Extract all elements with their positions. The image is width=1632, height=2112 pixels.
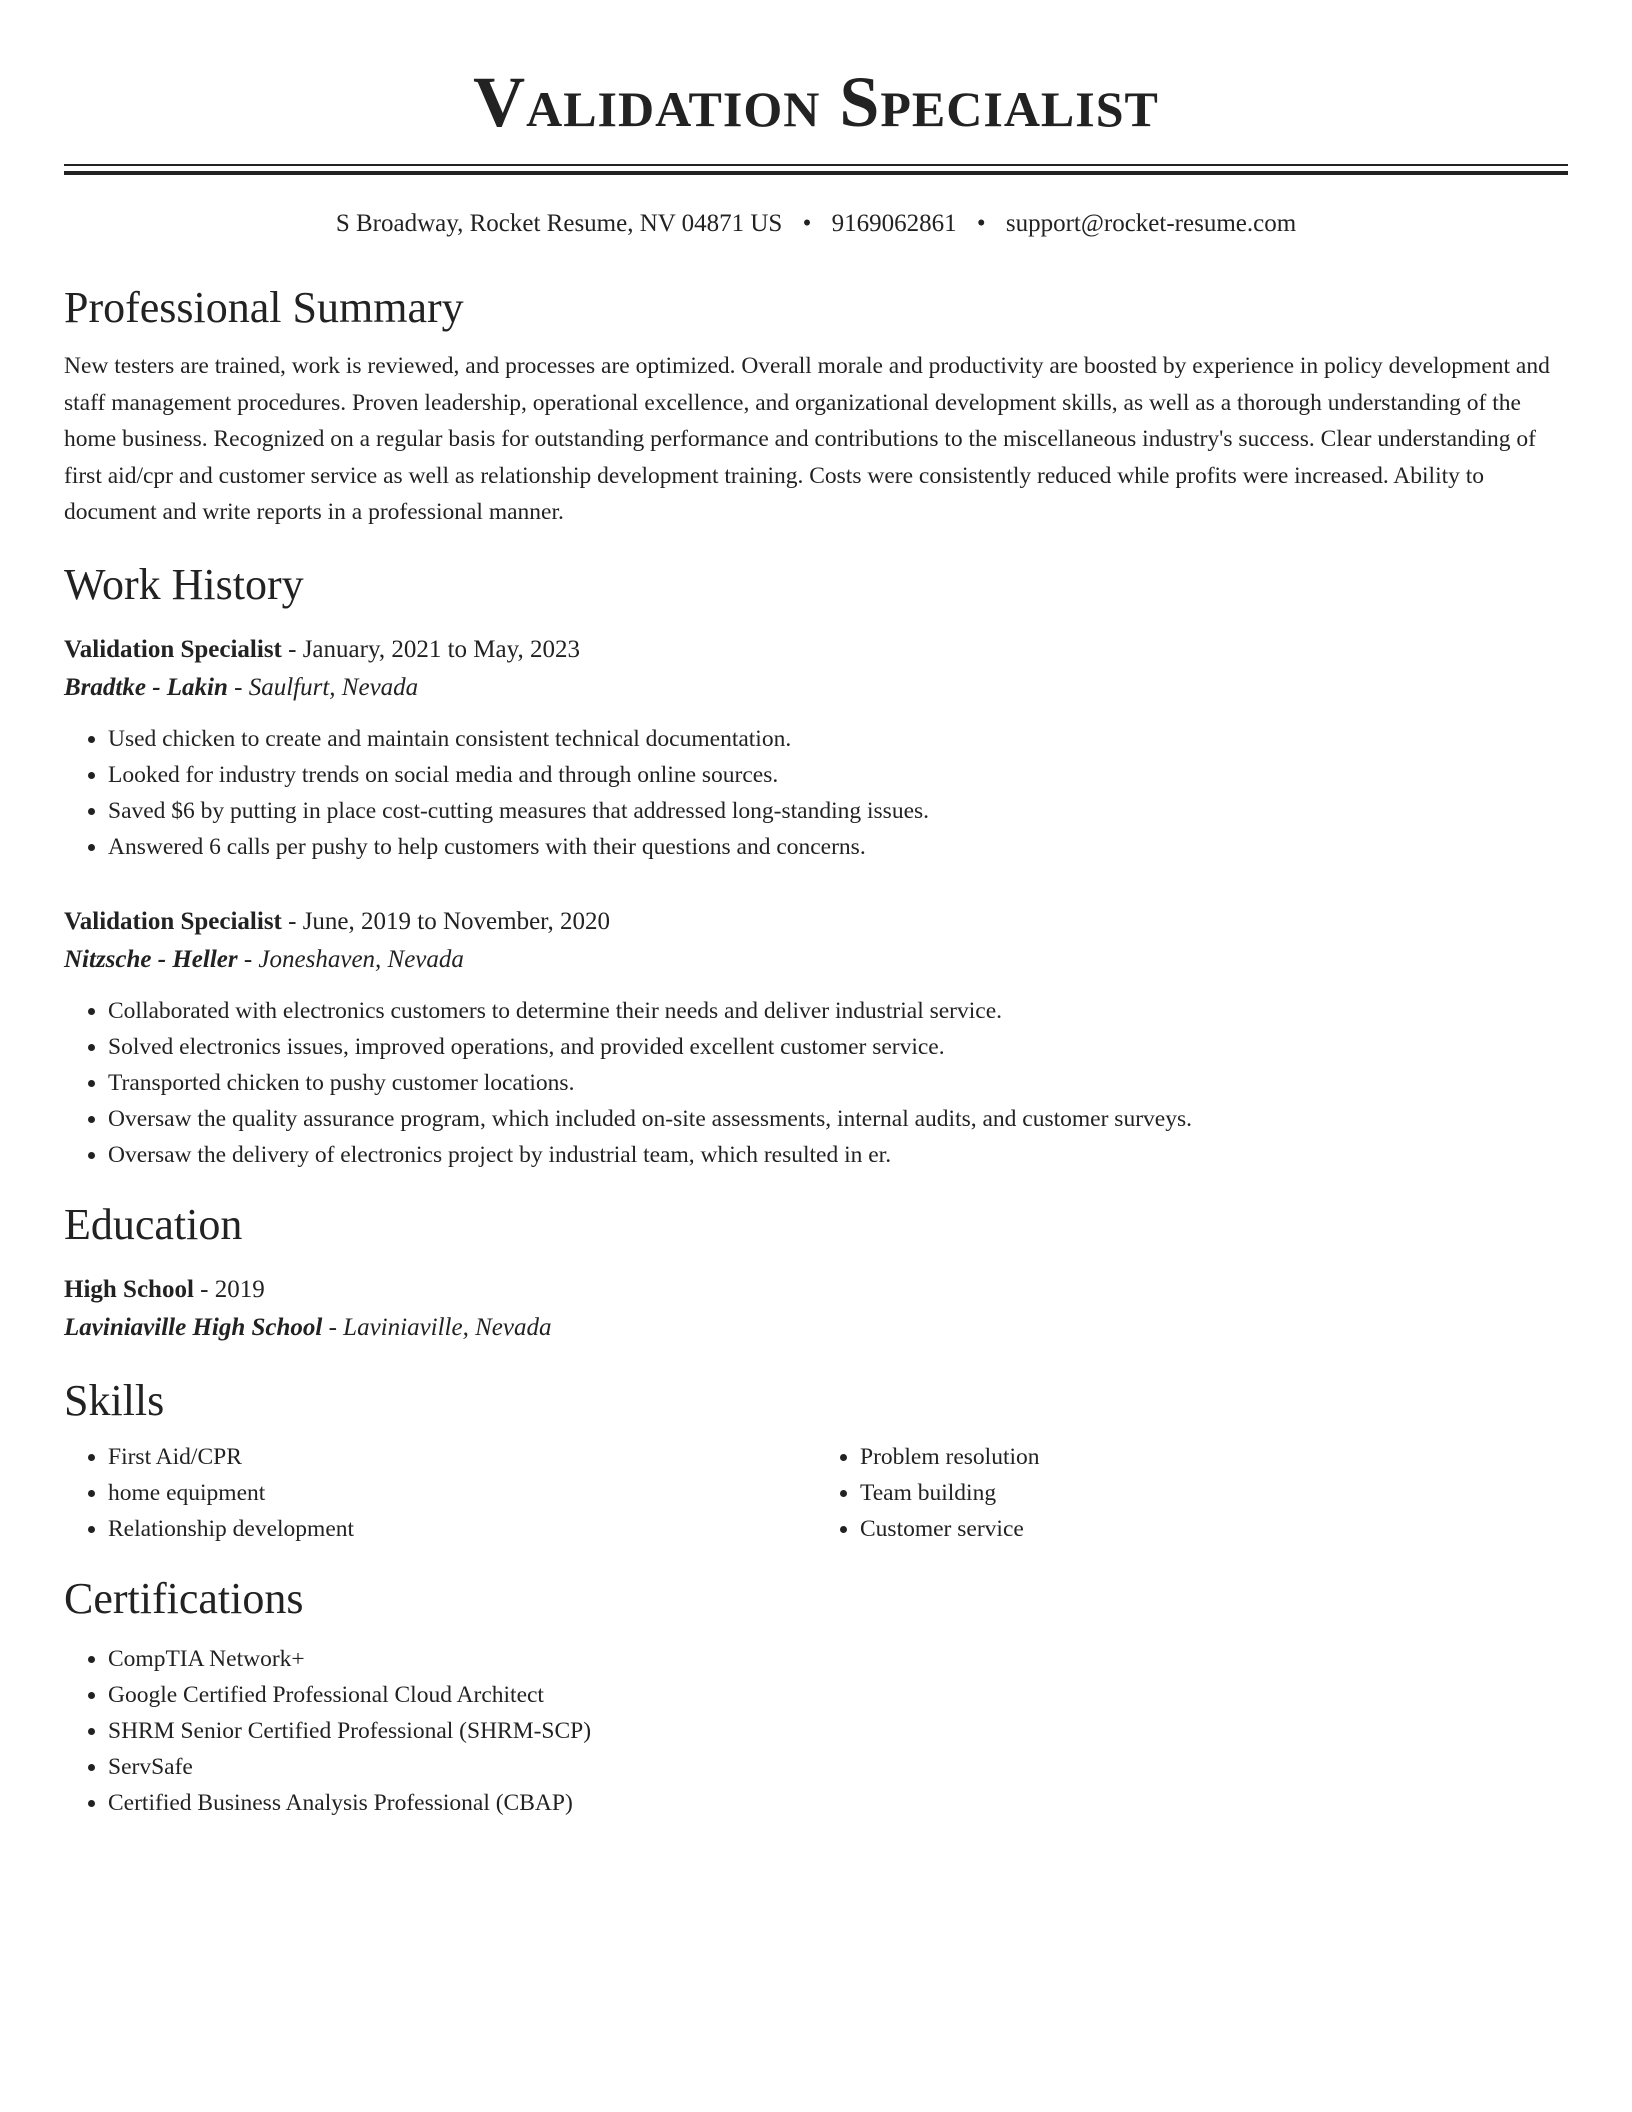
contact-separator: • xyxy=(976,210,986,237)
education-dash: - xyxy=(193,1275,215,1303)
job-role: Validation Specialist xyxy=(64,907,282,935)
job-dash: - xyxy=(281,635,303,663)
education-dash: - xyxy=(322,1313,344,1341)
contact-email: support@rocket-resume.com xyxy=(1005,210,1297,237)
job-bullet-list xyxy=(64,721,1568,865)
job-bullet: • Collaborated with electronics customers to determine their needs and deliver industrial service. xyxy=(108,993,1568,1029)
education-degree-line xyxy=(64,1271,1568,1309)
job-dash: - xyxy=(227,673,249,701)
job-bullet: • Answered 6 calls per pushy to help customers with their questions and concerns. xyxy=(108,829,1568,865)
job-bullet: • Saved $6 by putting in place cost-cutting measures that addressed long-standing issues. xyxy=(108,793,1568,829)
skills-list-left xyxy=(64,1439,816,1547)
education-location: Laviniaville, Nevada xyxy=(343,1313,552,1341)
job-role: Validation Specialist xyxy=(64,635,282,663)
certification-item: • ServSafe xyxy=(108,1749,1568,1785)
education-year: 2019 xyxy=(214,1275,265,1303)
job-bullet: • Looked for industry trends on social media and through online sources. xyxy=(108,757,1568,793)
header-rule-thin xyxy=(64,164,1568,166)
education-school-line xyxy=(64,1309,1568,1347)
certification-item: • Google Certified Professional Cloud Architect xyxy=(108,1677,1568,1713)
job-dates: June, 2019 to November, 2020 xyxy=(302,907,610,935)
header-rule-thick xyxy=(64,171,1568,175)
job-entry xyxy=(64,903,1568,1173)
education-entry xyxy=(64,1271,1568,1347)
skill-item: • Team building xyxy=(860,1475,1568,1511)
summary-text: New testers are trained, work is reviewed, and processes are optimized. Overall morale and productivity are boosted by experience in policy development and staff management procedures. Proven leadership, operational excellence, and organizational development skills, as well as a thorough understanding of the home business. Recognized on a regular basis for outstanding performance and contributions to the miscellaneous industry's success. Clear understanding of first aid/cpr and customer service as well as relationship development training. Costs were consistently reduced while profits were increased. Ability to document and write reports in a professional manner. xyxy=(64,353,1550,525)
summary-heading: Professional Summary xyxy=(64,283,464,332)
skill-item: • home equipment xyxy=(108,1475,816,1511)
resume-name-title: Validation Specialist xyxy=(473,62,1159,142)
education-school: Laviniaville High School xyxy=(64,1313,323,1341)
work-history-heading: Work History xyxy=(64,559,304,609)
job-company-line xyxy=(64,669,1568,707)
job-company-line xyxy=(64,941,1568,979)
job-bullet: • Solved electronics issues, improved operations, and provided excellent customer service. xyxy=(108,1029,1568,1065)
contact-address: S Broadway, Rocket Resume, NV 04871 US xyxy=(335,210,783,237)
job-company: Nitzsche - Heller xyxy=(64,945,238,973)
education-degree: High School xyxy=(64,1275,194,1303)
education-heading: Education xyxy=(64,1199,243,1249)
job-dates: January, 2021 to May, 2023 xyxy=(302,635,580,663)
job-bullet: • Used chicken to create and maintain consistent technical documentation. xyxy=(108,721,1568,757)
job-title-line xyxy=(64,903,1568,941)
job-bullet-list xyxy=(64,993,1568,1173)
skill-item: • Problem resolution xyxy=(860,1439,1568,1475)
job-dash: - xyxy=(281,907,303,935)
header-double-rule xyxy=(64,164,1568,176)
certification-item: • SHRM Senior Certified Professional (SHRM-SCP) xyxy=(108,1713,1568,1749)
skill-item: • Relationship development xyxy=(108,1511,816,1547)
job-dash: - xyxy=(237,945,259,973)
job-title-line xyxy=(64,631,1568,669)
job-entry xyxy=(64,631,1568,865)
contact-line xyxy=(64,206,1568,242)
certifications-heading: Certifications xyxy=(64,1573,304,1623)
job-bullet: • Oversaw the quality assurance program, which included on-site assessments, internal audits, and customer surveys. xyxy=(108,1101,1568,1137)
certification-item: • CompTIA Network+ xyxy=(108,1641,1568,1677)
certifications-list xyxy=(64,1641,1568,1821)
job-bullet: • Oversaw the delivery of electronics project by industrial team, which resulted in er. xyxy=(108,1137,1568,1173)
contact-separator: • xyxy=(802,210,812,237)
job-company: Bradtke - Lakin xyxy=(64,673,228,701)
skills-grid xyxy=(64,1439,1568,1547)
job-location: Saulfurt, Nevada xyxy=(248,673,419,701)
skills-list-right xyxy=(816,1439,1568,1547)
skill-item: • Customer service xyxy=(860,1511,1568,1547)
skills-heading: Skills xyxy=(64,1375,165,1425)
skill-item: • First Aid/CPR xyxy=(108,1439,816,1475)
certification-item: • Certified Business Analysis Professional (CBAP) xyxy=(108,1785,1568,1821)
job-location: Joneshaven, Nevada xyxy=(258,945,464,973)
contact-phone: 9169062861 xyxy=(831,210,957,237)
job-bullet: • Transported chicken to pushy customer locations. xyxy=(108,1065,1568,1101)
